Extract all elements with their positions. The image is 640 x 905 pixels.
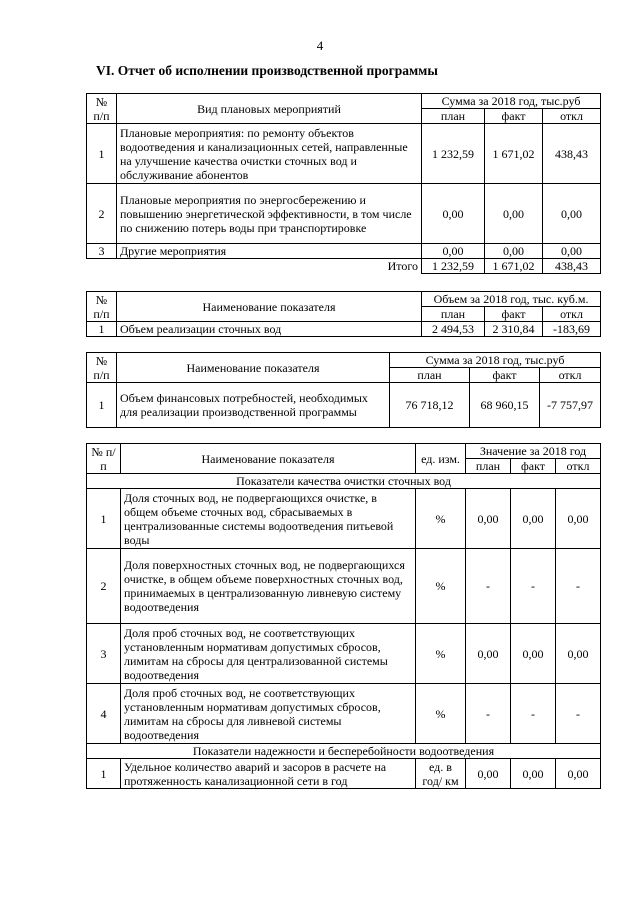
section-row [87, 744, 601, 759]
row-deviation: 0,00 [556, 759, 601, 789]
header-deviation: откл [543, 307, 601, 322]
row-unit: % [416, 684, 466, 744]
row-num: 1 [87, 124, 117, 184]
row-fact: 68 960,15 [470, 383, 540, 428]
header-fact: факт [511, 459, 556, 474]
table-row [87, 549, 601, 624]
header-value: Значение за 2018 год [466, 444, 601, 459]
header-num: № п/п [87, 94, 117, 124]
row-fact: 0,00 [511, 489, 556, 549]
section-row [87, 474, 601, 489]
header-volume: Объем за 2018 год, тыс. куб.м. [422, 292, 601, 307]
table-row [87, 624, 601, 684]
row-unit: ед. в год/ км [416, 759, 466, 789]
row-deviation: 0,00 [543, 244, 601, 259]
row-fact: 1 671,02 [485, 124, 543, 184]
finance-table [86, 352, 601, 428]
volume-table [86, 291, 601, 337]
header-fact: факт [485, 307, 543, 322]
row-name: Плановые мероприятия: по ремонту объектов водоотведения и канализационных сетей, направленные на улучшение качества очистки сточных вод и обслуживание абонентов [117, 124, 422, 184]
row-name: Объем реализации сточных вод [117, 322, 422, 337]
header-plan: план [422, 109, 485, 124]
table-row [87, 489, 601, 549]
row-name: Доля проб сточных вод, не соответствующих установленным нормативам допустимых сбросов, лимитам на сбросы для ливневой системы водоотведения [121, 684, 416, 744]
row-fact: 0,00 [511, 759, 556, 789]
row-unit: % [416, 549, 466, 624]
row-deviation: 0,00 [556, 624, 601, 684]
section-heading: VI. Отчет об исполнении производственной программы [96, 63, 438, 78]
row-plan: 76 718,12 [390, 383, 470, 428]
row-name: Доля поверхностных сточных вод, не подвергающихся очистке, в общем объеме поверхностных сточных вод, принимаемых в централизованную ливневую систему водоотведения [121, 549, 416, 624]
row-fact: 2 310,84 [485, 322, 543, 337]
row-name: Другие мероприятия [117, 244, 422, 259]
table-row [87, 322, 601, 337]
row-num: 1 [87, 383, 117, 428]
header-indicator-name: Наименование показателя [121, 444, 416, 474]
table-row [87, 383, 601, 428]
header-deviation: откл [540, 368, 601, 383]
row-plan: 0,00 [422, 184, 485, 244]
row-num: 4 [87, 684, 121, 744]
row-unit: % [416, 489, 466, 549]
row-num: 2 [87, 184, 117, 244]
header-num: № п/п [87, 444, 121, 474]
table-row [87, 684, 601, 744]
header-activity-type: Вид плановых мероприятий [117, 94, 422, 124]
table-row [87, 124, 601, 184]
row-fact: 0,00 [511, 624, 556, 684]
header-sum: Сумма за 2018 год, тыс.руб [390, 353, 601, 368]
header-num: № п/п [87, 353, 117, 383]
row-fact: 0,00 [485, 244, 543, 259]
row-num: 2 [87, 549, 121, 624]
header-fact: факт [485, 109, 543, 124]
header-sum: Сумма за 2018 год, тыс.руб [422, 94, 601, 109]
header-indicator-name: Наименование показателя [117, 353, 390, 383]
total-label: Итого [87, 259, 422, 274]
row-deviation: - [556, 684, 601, 744]
row-num: 1 [87, 489, 121, 549]
row-deviation: -7 757,97 [540, 383, 601, 428]
row-name: Плановые мероприятия по энергосбережению и повышению энергетической эффективности, в том числе по снижению потерь воды при транспортировке [117, 184, 422, 244]
table-row [87, 184, 601, 244]
header-deviation: откл [543, 109, 601, 124]
row-deviation: 438,43 [543, 124, 601, 184]
row-name: Объем финансовых потребностей, необходимых для реализации производственной программы [117, 383, 390, 428]
row-plan: - [466, 549, 511, 624]
row-plan: 0,00 [422, 244, 485, 259]
section-quality-title: Показатели качества очистки сточных вод [87, 474, 601, 489]
header-plan: план [466, 459, 511, 474]
row-name: Доля сточных вод, не подвергающихся очистке, в общем объеме сточных вод, сбрасываемых в централизованные системы водоотведения питьевой воды [121, 489, 416, 549]
row-fact: 0,00 [485, 184, 543, 244]
row-deviation: -183,69 [543, 322, 601, 337]
row-plan: 0,00 [466, 624, 511, 684]
row-plan: 1 232,59 [422, 124, 485, 184]
header-plan: план [422, 307, 485, 322]
row-num: 3 [87, 244, 117, 259]
row-num: 3 [87, 624, 121, 684]
header-num: № п/п [87, 292, 117, 322]
activities-table [86, 93, 601, 274]
header-deviation: откл [556, 459, 601, 474]
row-num: 1 [87, 322, 117, 337]
row-name: Удельное количество аварий и засоров в расчете на протяженность канализационной сети в год [121, 759, 416, 789]
row-unit: % [416, 624, 466, 684]
total-row [87, 259, 601, 274]
total-fact: 1 671,02 [485, 259, 543, 274]
row-deviation: 0,00 [543, 184, 601, 244]
row-num: 1 [87, 759, 121, 789]
row-name: Доля проб сточных вод, не соответствующих установленным нормативам допустимых сбросов, лимитам на сбросы для централизованной системы водоотведения [121, 624, 416, 684]
header-plan: план [390, 368, 470, 383]
section-reliability-title: Показатели надежности и бесперебойности водоотведения [87, 744, 601, 759]
row-deviation: 0,00 [556, 489, 601, 549]
row-plan: 0,00 [466, 489, 511, 549]
header-fact: факт [470, 368, 540, 383]
header-unit: ед. изм. [416, 444, 466, 474]
table-row [87, 759, 601, 789]
row-plan: - [466, 684, 511, 744]
header-indicator-name: Наименование показателя [117, 292, 422, 322]
total-deviation: 438,43 [543, 259, 601, 274]
row-deviation: - [556, 549, 601, 624]
row-fact: - [511, 549, 556, 624]
row-plan: 0,00 [466, 759, 511, 789]
indicators-table [86, 443, 601, 789]
table-row [87, 244, 601, 259]
row-plan: 2 494,53 [422, 322, 485, 337]
row-fact: - [511, 684, 556, 744]
page-number: 4 [316, 38, 324, 53]
total-plan: 1 232,59 [422, 259, 485, 274]
